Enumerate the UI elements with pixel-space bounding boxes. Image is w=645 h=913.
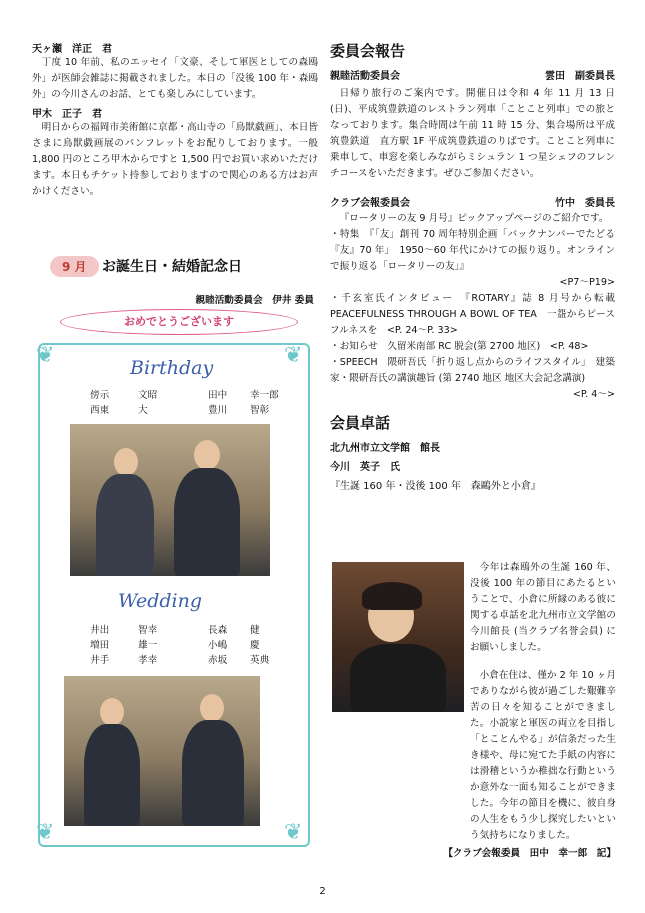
wedding-name: 智幸 [138,625,158,636]
wedding-title: Wedding [118,590,203,612]
message-text-1: 丁度 10 年前、私のエッセイ「文豪、そして軍医としての森鴎外」が医師会雑誌に掲載されました。本日の「没後 100 年・森鴎外」の今川さんのお話、とても楽しみにしています。 [32,57,318,100]
wedding-name: 赤坂 [208,655,228,666]
speech-signature: 【クラブ会報委員 田中 幸一郎 記】 [443,848,616,859]
message-text-2: 明日からの福岡市美術館に京都・高山寺の「鳥獣戯画」、本日皆さまに鳥獣戯画展のパンフレットをお配りしております。一般 1,800 円のところ甲木からですと 1,500 円でお買い求めいただけます。本日もチケット持参しておりますので関心のある方はお声かけください。 [32,122,318,197]
flourish-icon: ❦ [284,820,303,845]
flourish-icon: ❦ [36,343,55,368]
speaker-organization: 北九州市立文学館 館長 [330,443,440,454]
wedding-photo [64,676,260,826]
committee-2-intro: 『ロータリーの友 9 月号』ピックアップページのご紹介です。 [339,213,609,224]
committee-2-item: ・千玄室氏インタビュー 『ROTARY』誌 8 月号から転載 PEACEFULNESS THROUGH A BOWL OF TEA 一盌からピースフルネスを <P. 24～P. 33> [330,292,615,336]
committee-2-item: ・特集 『「友」創刊 70 周年特別企画「バックナンバーでたどる『友』70 年」 1950～60 年代にかけての振り返り。オンラインで振り返る「ロータリーの友」』 [330,229,615,272]
committee-1-heading [330,67,615,82]
committee-1-text: 日帰り旅行のご案内です。開催日は令和 4 年 11 月 13 日(日)、平成筑豊鉄道のレストラン列車「ことこと列車」での旅となっております。集合時間は午前 11 時 15 分、集合場所は平成筑豊鉄道 直方駅 1F 平成筑豊鉄道のりばです。ことこと列車に乗車して、車窓を楽しみながらミシュラン 1 つ星シェフのフレンチコースをいただきます。ぜひご参加ください。 [330,88,615,179]
wedding-name: 長森 [208,625,228,636]
wedding-name: 英典 [250,655,270,666]
wedding-names [90,623,320,668]
committee-2-name: クラブ会報委員会 [330,198,410,209]
anniversary-header [40,254,320,280]
committee-2-item: ・お知らせ 久留米南部 RC 脱会(第 2700 地区) <P. 48> [330,340,589,352]
anniversary-committee: 親睦活動委員会 伊井 委員 [195,295,314,306]
birthday-name: 幸一郎 [250,390,279,401]
speech-body-2 [332,668,616,862]
page-number: 2 [319,886,326,897]
flourish-icon: ❦ [36,820,55,845]
speech-body-wrap [470,560,616,656]
birthday-name: 傍示 [90,390,110,401]
birthday-name: 大 [138,405,148,416]
committee-report-title: 委員会報告 [330,42,406,60]
speaker-name: 今川 英子 氏 [330,462,400,473]
wedding-name: 井手 [90,655,110,666]
committee-2-page: <P. 4～> [572,388,615,400]
birthday-name: 田中 [208,390,228,401]
right-column [330,40,615,492]
birthday-name: 文昭 [138,390,158,401]
wedding-name: 増田 [90,640,110,651]
birthday-title: Birthday [130,357,214,379]
birthday-names [90,388,320,418]
wedding-name: 健 [250,625,260,636]
speech-section-title: 会員卓話 [330,414,391,432]
speech-paragraph-1: 今年は森鴎外の生誕 160 年、没後 100 年の節目にあたるということで、小倉に所縁のある彼に関する卓話を北九州市立文学館の今川館長 (当クラブ名誉会員) にお願いしました。 [470,562,616,653]
wedding-name: 雄一 [138,640,158,651]
birthday-name: 西東 [90,405,110,416]
committee-2-page: <P7～P19> [559,277,615,288]
message-author-1: 天ヶ瀬 洋正 君 [32,44,112,55]
birthday-photo [70,424,270,576]
committee-2-person: 竹中 委員長 [555,198,615,209]
committee-2-item: ・SPEECH 隈研吾氏「折り返し点からのライフスタイル」 建築家・隈研吾氏の講演趣旨 (第 2740 地区 地区大会記念講演) [330,356,615,384]
left-column [32,40,318,200]
wedding-name: 孝幸 [138,655,158,666]
birthday-name: 豊川 [208,405,228,416]
message-author-2: 甲木 正子 君 [32,109,102,120]
birthday-name: 智彰 [250,405,270,416]
wedding-name: 小嶋 [208,640,228,651]
committee-2-heading [330,194,615,209]
committee-1-name: 親睦活動委員会 [330,71,400,82]
anniversary-title: お誕生日・結婚記念日 [102,259,242,275]
flourish-icon: ❦ [284,343,303,368]
speech-paragraph-2: 小倉在住は、僅か 2 年 10 ヶ月でありながら彼が過ごした艱難辛苦の日々を知ることができました。小説家と軍医の両立を目指し「とことんやる」が信条だった生き様や、母に宛てた手紙の内容には滑稽というか稚拙な行動というか意外な一面も知ることができました。今年の節目を機に、彼自身の人生をもう少し探究したいという気持ちになりました。 [470,670,616,841]
congrats-oval: おめでとうございます [60,309,298,335]
wedding-name: 井出 [90,625,110,636]
committee-1-person: 雲田 副委員長 [545,71,615,82]
month-badge: 9 月 [50,256,99,277]
wedding-name: 慶 [250,640,260,651]
speech-subject: 『生誕 160 年・没後 100 年 森鷗外と小倉』 [330,481,541,492]
